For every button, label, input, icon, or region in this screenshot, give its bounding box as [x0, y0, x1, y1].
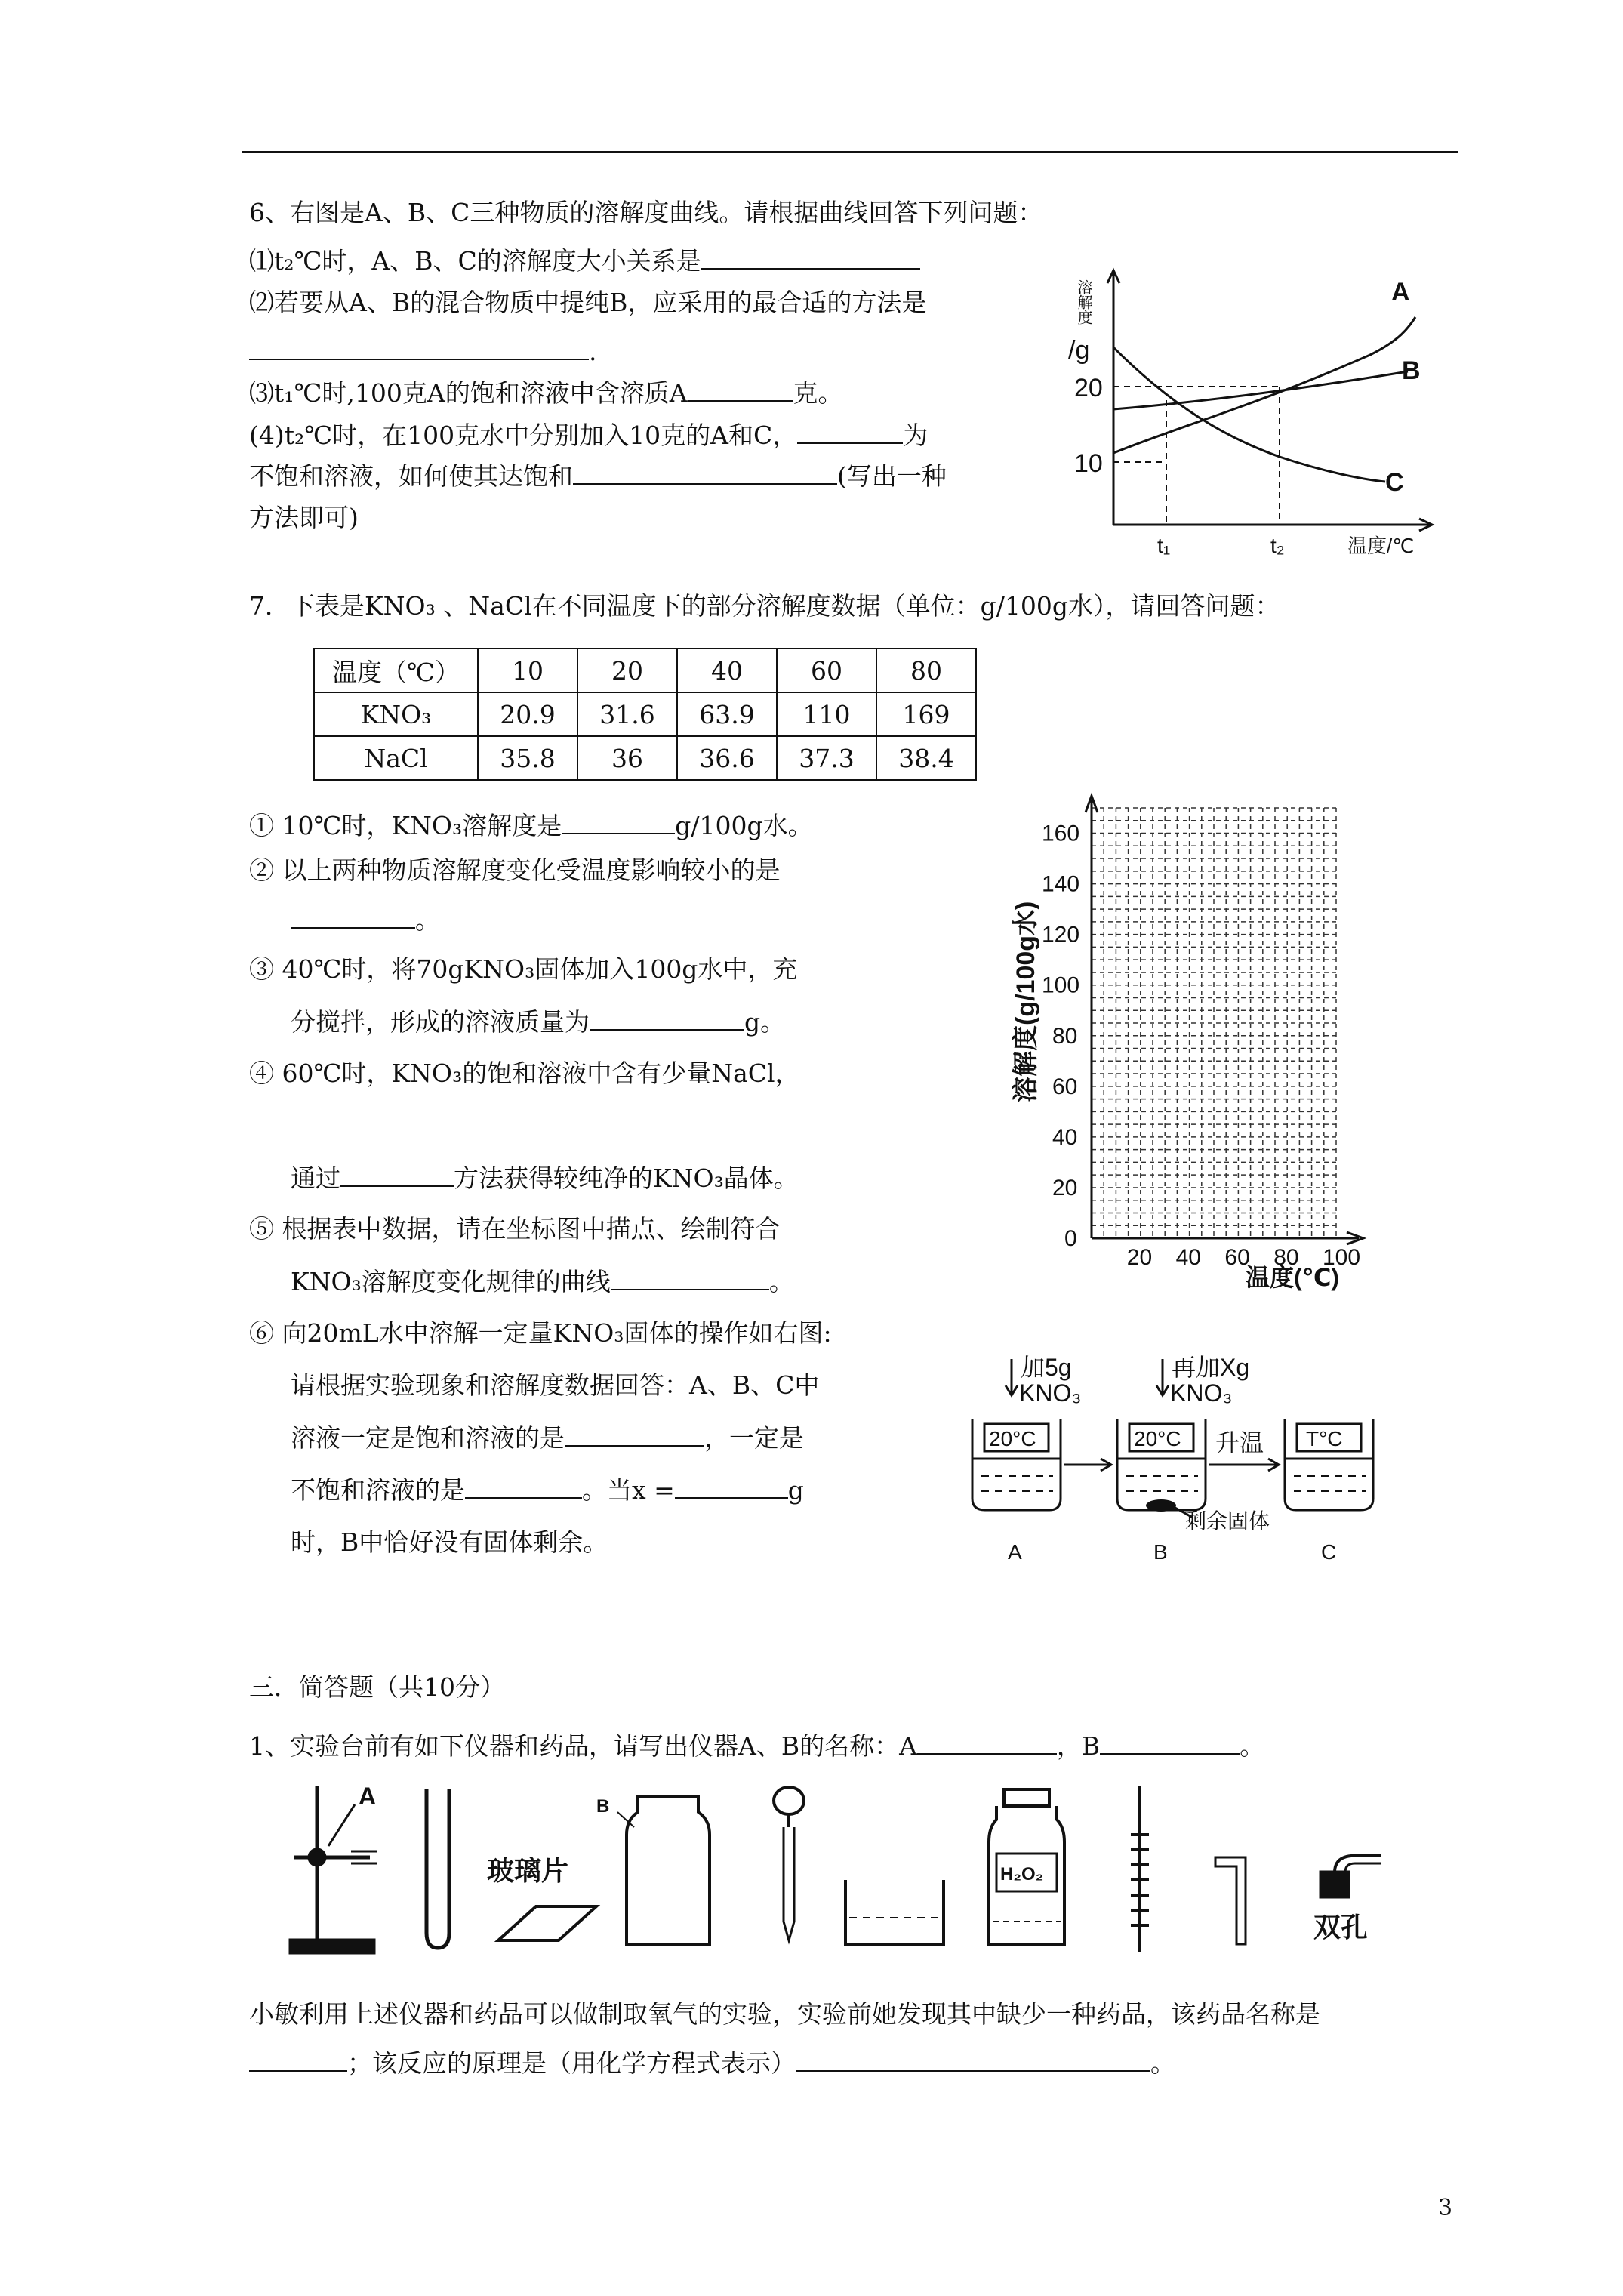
beaker-label: A: [1008, 1540, 1022, 1563]
x-tick-label: 60: [1224, 1245, 1250, 1270]
stopper-label: 双孔: [1313, 1912, 1369, 1943]
answer-blank[interactable]: [675, 1475, 788, 1499]
y-unit: /g: [1068, 336, 1090, 365]
beaker-label: B: [1153, 1540, 1168, 1563]
label-a: A: [359, 1783, 377, 1810]
q7-s3b: 分搅拌，形成的溶液质量为 g。: [291, 1007, 786, 1037]
table-cell: 169: [876, 692, 976, 736]
temp-label: T°C: [1306, 1427, 1343, 1450]
q7-s4: ④ 60℃时，KNO₃的饱和溶液中含有少量NaCl，: [249, 1059, 800, 1088]
solubility-curve-figure: [1053, 242, 1446, 559]
y-tick-label: 160: [1042, 821, 1080, 846]
answer-blank[interactable]: [291, 905, 415, 929]
answer-blank[interactable]: [340, 1163, 454, 1187]
y-axis-label: 溶解度: [1075, 279, 1092, 325]
y-tick: 20: [1074, 374, 1103, 402]
q6-part4c: 方法即可): [249, 503, 359, 532]
q6-part4: (4)t₂℃时，在100克水中分别加入10克的A和C， 为: [249, 421, 929, 450]
y-tick-label: 0: [1064, 1226, 1077, 1251]
y-tick-label: 80: [1052, 1023, 1078, 1049]
y-tick-label: 40: [1052, 1124, 1078, 1150]
y-tick-label: 140: [1042, 871, 1080, 897]
page-number: 3: [1438, 2195, 1453, 2221]
residue-solid: [1146, 1499, 1176, 1512]
q7-s6e: 不饱和溶液的是 。当x = g: [291, 1475, 804, 1505]
blank-plot-grid: [1004, 785, 1374, 1291]
curve-label-b: B: [1402, 356, 1421, 385]
answer-blank[interactable]: [796, 2048, 1150, 2072]
answer-blank[interactable]: [701, 245, 920, 270]
q7-s6c: 溶液一定是饱和溶液的是 ，一定是: [291, 1423, 804, 1453]
apparatus-figure: [279, 1782, 1434, 1959]
table-cell: 20.9: [478, 692, 577, 736]
table-cell: 38.4: [876, 736, 976, 780]
x-tick-label: 100: [1323, 1245, 1361, 1270]
add-label: KNO₃: [1170, 1379, 1233, 1407]
answer-blank[interactable]: [573, 461, 837, 485]
answer-blank[interactable]: [1100, 1730, 1240, 1755]
q7-s2: ② 以上两种物质溶解度变化受温度影响较小的是: [249, 855, 781, 885]
q7-intro: 7．下表是KNO₃ 、NaCl在不同温度下的部分溶解度数据（单位：g/100g水），请回答问题：: [249, 591, 1280, 621]
answer-blank[interactable]: [797, 420, 903, 444]
table-cell: 63.9: [677, 692, 777, 736]
residue-label: 剩余固体: [1185, 1509, 1270, 1533]
answer-blank[interactable]: [465, 1475, 582, 1499]
q6-part3: ⑶t₁℃时,100克A的饱和溶液中含溶质A 克。: [249, 378, 843, 408]
q7-s6b: 请根据实验现象和溶解度数据回答：A、B、C中: [291, 1370, 820, 1400]
table-header-cell: 60: [777, 649, 876, 692]
curve-label-c: C: [1385, 468, 1404, 497]
q6-intro: 6、右图是A、B、C三种物质的溶解度曲线。请根据曲线回答下列问题：: [249, 198, 1043, 227]
q7-s2-blank: 。: [291, 905, 440, 935]
answer-blank[interactable]: [565, 1422, 704, 1447]
answer-blank[interactable]: [562, 810, 675, 834]
header-rule: [242, 151, 1458, 153]
temp-label: 20°C: [989, 1427, 1036, 1450]
y-tick-label: 20: [1052, 1175, 1078, 1200]
beaker-label: C: [1321, 1540, 1337, 1563]
answer-blank[interactable]: [917, 1730, 1057, 1755]
table-row: [314, 649, 976, 692]
answer-blank[interactable]: [590, 1006, 744, 1031]
q7-s5b: KNO₃溶解度变化规律的曲线 。: [291, 1267, 794, 1296]
table-cell: 35.8: [478, 736, 577, 780]
x-tick: t₂: [1270, 534, 1285, 557]
table-header-cell: 20: [577, 649, 677, 692]
table-cell: 31.6: [577, 692, 677, 736]
answer-blank[interactable]: [688, 378, 793, 402]
x-axis-label: 温度(℃): [1246, 1264, 1340, 1291]
temp-label: 20°C: [1134, 1427, 1181, 1450]
s3-q2: 小敏利用上述仪器和药品可以做制取氧气的实验，实验前她发现其中缺少一种药品，该药品名称是: [249, 1999, 1320, 2029]
table-header-cell: 10: [478, 649, 577, 692]
heat-label: 升温: [1215, 1429, 1264, 1456]
add-label: 加5g: [1021, 1354, 1072, 1381]
table-cell: KNO₃: [314, 692, 478, 736]
table-header-cell: 温度（℃）: [314, 649, 478, 692]
s3-q2b: ；该反应的原理是（用化学方程式表示） 。: [249, 2048, 1175, 2079]
add-label: 再加Xg: [1172, 1354, 1250, 1381]
q7-s3: ③ 40℃时，将70gKNO₃固体加入100g水中，充: [249, 954, 798, 984]
x-tick-label: 80: [1273, 1245, 1299, 1270]
q7-s1: ① 10℃时，KNO₃溶解度是 g/100g水。: [249, 811, 813, 840]
table-row: [314, 692, 976, 736]
y-axis-label: 溶解度(g/100g水): [1012, 901, 1040, 1102]
table-cell: NaCl: [314, 736, 478, 780]
answer-blank[interactable]: [611, 1266, 769, 1290]
solubility-table: [313, 648, 977, 781]
table-header-cell: 40: [677, 649, 777, 692]
answer-blank[interactable]: [249, 2048, 347, 2072]
q6-part2: ⑵若要从A、B的混合物质中提纯B，应采用的最合适的方法是: [249, 288, 927, 317]
table-cell: 36.6: [677, 736, 777, 780]
q7-s6h: 时，B中恰好没有固体剩余。: [291, 1527, 608, 1557]
answer-blank[interactable]: [249, 336, 589, 360]
q6-part4b: 不饱和溶液，如何使其达饱和 (写出一种: [249, 461, 947, 491]
x-axis-label: 温度/℃: [1347, 535, 1415, 557]
q6-part2-blank: .: [249, 336, 597, 367]
x-tick: t₁: [1157, 534, 1171, 557]
y-tick-label: 100: [1042, 972, 1080, 998]
s3-q1: 1、实验台前有如下仪器和药品，请写出仪器A、B的名称：A ，B 。: [249, 1731, 1265, 1761]
x-tick-label: 20: [1126, 1245, 1153, 1270]
x-tick-label: 40: [1175, 1245, 1201, 1270]
section3-heading: 三．简答题（共10分）: [249, 1672, 505, 1702]
table-cell: 36: [577, 736, 677, 780]
q7-s5: ⑤ 根据表中数据，请在坐标图中描点、绘制符合: [249, 1214, 781, 1244]
table-row: [314, 736, 976, 780]
add-label: KNO₃: [1019, 1379, 1082, 1407]
glass-slide-label: 玻璃片: [487, 1855, 569, 1886]
h2o2-label: H₂O₂: [1000, 1864, 1044, 1885]
label-b: B: [596, 1796, 610, 1817]
q7-s4b: 通过 方法获得较纯净的KNO₃晶体。: [291, 1163, 799, 1193]
beaker-experiment-figure: [966, 1351, 1404, 1563]
y-tick-label: 60: [1052, 1074, 1078, 1099]
table-cell: 37.3: [777, 736, 876, 780]
y-tick: 10: [1074, 449, 1103, 478]
q7-s6: ⑥ 向20mL水中溶解一定量KNO₃固体的操作如右图:: [249, 1318, 832, 1348]
table-header-cell: 80: [876, 649, 976, 692]
curve-label-a: A: [1391, 278, 1410, 307]
q6-part1: ⑴t₂℃时，A、B、C的溶解度大小关系是: [249, 245, 920, 276]
table-cell: 110: [777, 692, 876, 736]
y-tick-label: 120: [1042, 922, 1080, 948]
